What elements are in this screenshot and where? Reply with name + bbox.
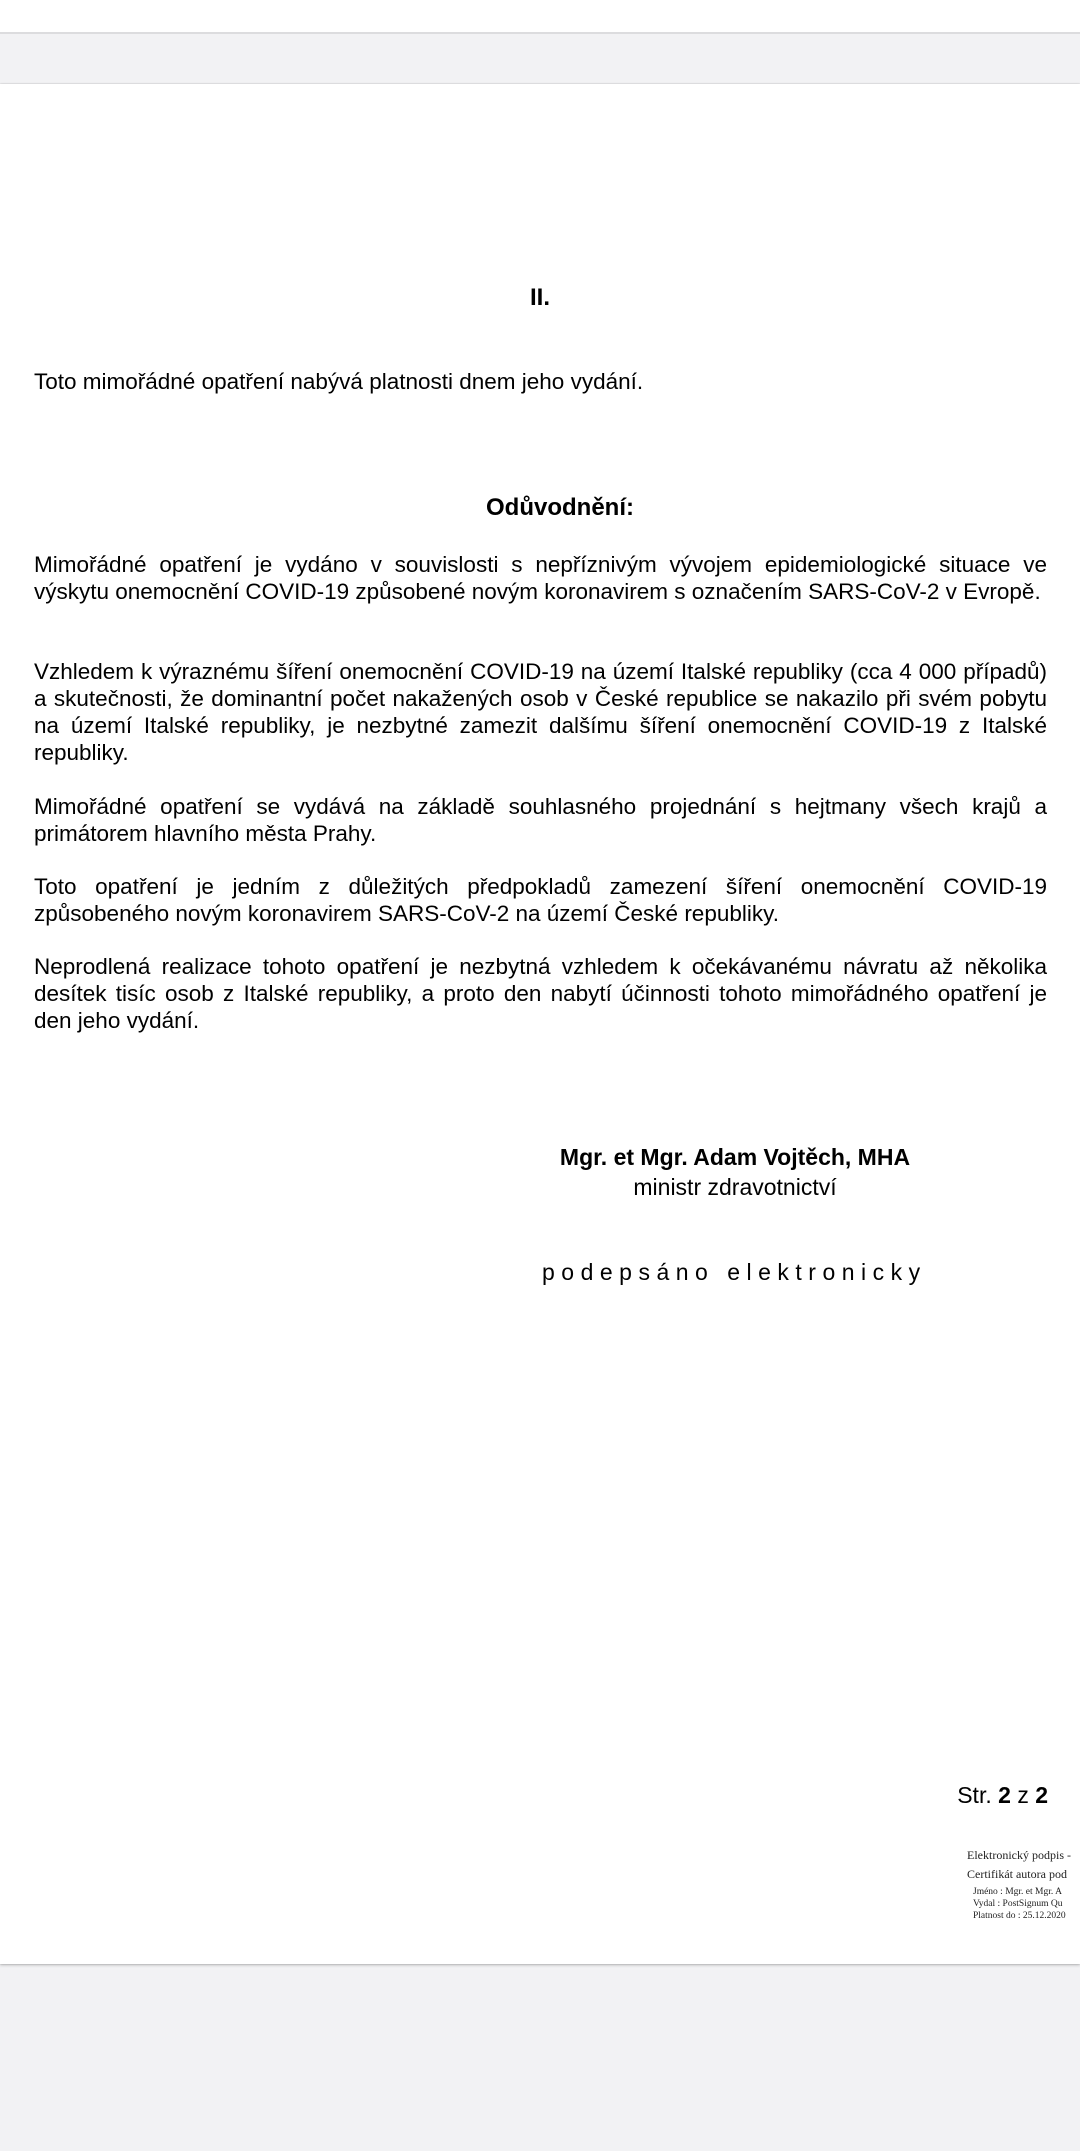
- section-heading: II.: [529, 284, 550, 311]
- signatory-role: ministr zdravotnictví: [633, 1174, 837, 1200]
- page-number: [957, 1782, 1048, 1809]
- justification-paragraph-5: Neprodlená realizace tohoto opatření je nezbytná vzhledem k očekávanému návratu až několika desítek tisíc osob z Italské republiky, a proto den nabytí účinnosti tohoto mimořádného opatření je den jeho vydání.: [34, 954, 1047, 1033]
- page-separator: z: [1017, 1782, 1029, 1808]
- top-strip: [0, 0, 1080, 32]
- page-prefix: Str.: [957, 1782, 992, 1808]
- signatory-name: Mgr. et Mgr. Adam Vojtěch, MHA: [559, 1144, 911, 1170]
- top-strip-edge: [0, 32, 1080, 34]
- justification-title: Odůvodnění:: [486, 494, 634, 521]
- validity-paragraph: Toto mimořádné opatření nabývá platnosti dnem jeho vydání.: [34, 369, 644, 394]
- justification-paragraph-3: Mimořádné opatření se vydává na základě souhlasného projednání s hejtmany všech krajů a primátorem hlavního města Prahy.: [34, 794, 1047, 846]
- esig-name: Jméno : Mgr. et Mgr. A: [973, 1887, 1062, 1897]
- justification-paragraph-4: Toto opatření je jedním z důležitých předpokladů zamezení šíření onemocnění COVID-19 způsobeného novým koronavirem SARS-CoV-2 na území České republiky.: [34, 874, 1047, 926]
- electronic-signature-block: [967, 1846, 1071, 1922]
- document-page: [0, 84, 1080, 1964]
- esig-validity: Platnost do : 25.12.2020: [973, 1911, 1066, 1921]
- esig-line-2: Certifikát autora pod: [967, 1867, 1067, 1881]
- justification-paragraph-2: Vzhledem k výraznému šíření onemocnění COVID-19 na území Italské republiky (cca 4 000 případů) a skutečnosti, že dominantní počet nakažených osob v České republice se nakazilo při svém pobytu na území Italské republiky, je nezbytné zamezit dalšímu šíření onemocnění COVID-19 z Italské republiky.: [34, 659, 1047, 765]
- signed-electronically-note: podepsáno elektronicky: [542, 1259, 927, 1285]
- justification-paragraph-1: Mimořádné opatření je vydáno v souvislosti s nepříznivým vývojem epidemiologické situace ve výskytu onemocnění COVID-19 způsobené novým koronavirem s označením SARS-CoV-2 v Evropě.: [34, 552, 1047, 604]
- page-current: 2: [998, 1782, 1011, 1808]
- page-total: 2: [1035, 1782, 1048, 1808]
- esig-line-1: Elektronický podpis -: [967, 1848, 1071, 1862]
- esig-issuer: Vydal : PostSignum Qu: [973, 1899, 1063, 1909]
